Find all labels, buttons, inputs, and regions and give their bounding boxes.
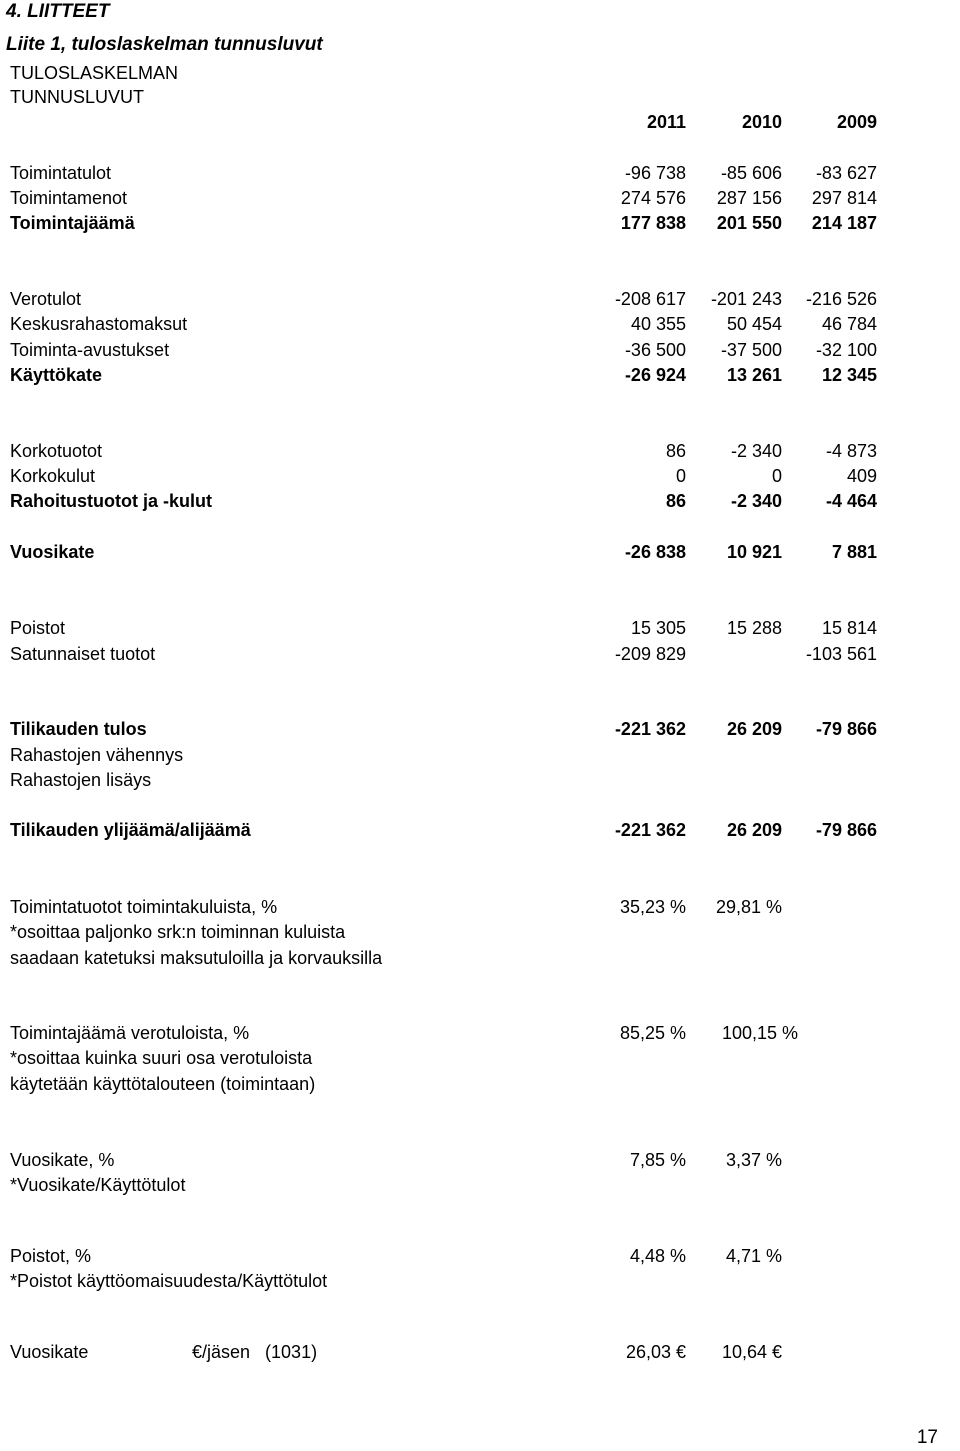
table-row: [0, 818, 960, 842]
value-2011: 15 305: [630, 618, 686, 638]
row-label: Tilikauden tulos: [10, 719, 147, 739]
value-2011: 86: [665, 491, 686, 511]
value-2010: 287 156: [716, 188, 782, 208]
row-label: Toimintatulot: [10, 163, 112, 183]
value-2010: -37 500: [720, 340, 782, 360]
value-2009: 297 814: [811, 188, 877, 208]
value-2011: 4,48 %: [629, 1246, 686, 1266]
row-label: Rahastojen vähennys: [10, 745, 184, 765]
table-row: [0, 211, 960, 235]
value-2011: 26,03 €: [625, 1342, 686, 1362]
appendix-title: Liite 1, tuloslaskelman tunnusluvut: [6, 34, 323, 55]
value-2009: 7 881: [831, 542, 877, 562]
row-label: Toimintatuotot toimintakuluista, %: [10, 897, 278, 917]
row-note: *Poistot käyttöomaisuudesta/Käyttötulot: [10, 1271, 328, 1291]
table-row: [0, 768, 960, 792]
row-note: *Vuosikate/Käyttötulot: [10, 1175, 186, 1195]
value-2009: 15 814: [821, 618, 877, 638]
value-2011: 7,85 %: [629, 1150, 686, 1170]
value-2010: -2 340: [730, 491, 782, 511]
value-2011: 85,25 %: [619, 1023, 686, 1043]
value-2011: -208 617: [614, 289, 686, 309]
table-row: [0, 1244, 960, 1268]
value-2011: -221 362: [614, 719, 686, 739]
value-2011: -221 362: [614, 820, 686, 840]
row-label: Poistot, %: [10, 1246, 92, 1266]
value-2011: -26 924: [624, 365, 686, 385]
row-label: Rahoitustuotot ja -kulut: [10, 491, 212, 511]
value-2010: 26 209: [726, 719, 782, 739]
value-2009: 409: [846, 466, 877, 486]
value-2011: -96 738: [624, 163, 686, 183]
value-2010: 10,64 €: [721, 1342, 782, 1362]
value-2011: 35,23 %: [619, 897, 686, 917]
value-2011: -36 500: [624, 340, 686, 360]
row-note: käytetään käyttötalouteen (toimintaan): [10, 1074, 316, 1094]
row-label: Tilikauden ylijäämä/alijäämä: [10, 820, 251, 840]
value-2011: 274 576: [620, 188, 686, 208]
table-row: [0, 338, 960, 362]
row-label: Verotulot: [10, 289, 82, 309]
value-2009: -216 526: [805, 289, 877, 309]
value-2010: 4,71 %: [725, 1246, 782, 1266]
row-note: *osoittaa paljonko srk:n toiminnan kuluista: [10, 922, 346, 942]
row-unit: €/jäsen (1031): [192, 1342, 318, 1362]
year-2010: 2010: [741, 112, 782, 132]
value-2010: -201 243: [710, 289, 782, 309]
table-title-line-1: TULOSLASKELMAN: [10, 63, 179, 83]
page-number: 17: [916, 1427, 938, 1448]
value-2011: -209 829: [614, 644, 686, 664]
value-2011: 0: [675, 466, 686, 486]
table-row: [0, 1340, 960, 1364]
table-row: [0, 540, 960, 564]
year-header-row: [0, 110, 960, 134]
table-row: [0, 1046, 960, 1070]
table-row: [0, 616, 960, 640]
table-row: [0, 439, 960, 463]
value-2009: -103 561: [805, 644, 877, 664]
value-2010: 100,15 %: [721, 1023, 798, 1043]
row-label: Satunnaiset tuotot: [10, 644, 156, 664]
row-label: Korkotuotot: [10, 441, 103, 461]
table-row: [0, 489, 960, 513]
table-row: [0, 642, 960, 666]
value-2011: 40 355: [630, 314, 686, 334]
row-label: Toimintamenot: [10, 188, 128, 208]
table-row: [0, 186, 960, 210]
value-2010: 201 550: [716, 213, 782, 233]
table-row: [0, 312, 960, 336]
table-row: [0, 920, 960, 944]
row-label: Käyttökate: [10, 365, 103, 385]
row-label: Korkokulut: [10, 466, 96, 486]
value-2010: 15 288: [726, 618, 782, 638]
table-row: [0, 1148, 960, 1172]
row-note: saadaan katetuksi maksutuloilla ja korvauksilla: [10, 948, 383, 968]
value-2009: -79 866: [815, 719, 877, 739]
row-label: Vuosikate, %: [10, 1150, 115, 1170]
value-2009: 214 187: [811, 213, 877, 233]
value-2009: 12 345: [821, 365, 877, 385]
table-row: [0, 1021, 960, 1045]
table-row: [0, 743, 960, 767]
value-2009: -79 866: [815, 820, 877, 840]
row-label: Toiminta-avustukset: [10, 340, 170, 360]
table-row: [0, 895, 960, 919]
row-label: Poistot: [10, 618, 66, 638]
section-heading: 4. LIITTEET: [6, 1, 110, 22]
value-2010: 26 209: [726, 820, 782, 840]
row-label: Toimintajäämä verotuloista, %: [10, 1023, 250, 1043]
value-2011: 177 838: [620, 213, 686, 233]
year-2011: 2011: [646, 112, 686, 132]
row-label: Vuosikate: [10, 542, 95, 562]
value-2010: 50 454: [726, 314, 782, 334]
value-2010: 13 261: [726, 365, 782, 385]
table-row: [0, 946, 960, 970]
value-2010: 3,37 %: [725, 1150, 782, 1170]
row-label: Keskusrahastomaksut: [10, 314, 188, 334]
value-2011: 86: [665, 441, 686, 461]
value-2010: 29,81 %: [715, 897, 782, 917]
value-2009: 46 784: [821, 314, 877, 334]
table-row: [0, 1173, 960, 1197]
table-row: [0, 1072, 960, 1096]
table-row: [0, 1269, 960, 1293]
row-note: *osoittaa kuinka suuri osa verotuloista: [10, 1048, 313, 1068]
value-2009: -4 873: [825, 441, 877, 461]
table-row: [0, 287, 960, 311]
table-title-line-2: TUNNUSLUVUT: [10, 87, 145, 107]
row-label: Toimintajäämä: [10, 213, 135, 233]
value-2011: -26 838: [624, 542, 686, 562]
value-2010: -2 340: [730, 441, 782, 461]
value-2010: 10 921: [726, 542, 782, 562]
table-row: [0, 363, 960, 387]
value-2009: -32 100: [815, 340, 877, 360]
row-label: Vuosikate: [10, 1342, 89, 1362]
table-row: [0, 464, 960, 488]
value-2009: -83 627: [815, 163, 877, 183]
value-2010: 0: [771, 466, 782, 486]
table-row: [0, 161, 960, 185]
value-2009: -4 464: [825, 491, 877, 511]
value-2010: -85 606: [720, 163, 782, 183]
year-2009: 2009: [836, 112, 877, 132]
table-row: [0, 717, 960, 741]
row-label: Rahastojen lisäys: [10, 770, 152, 790]
